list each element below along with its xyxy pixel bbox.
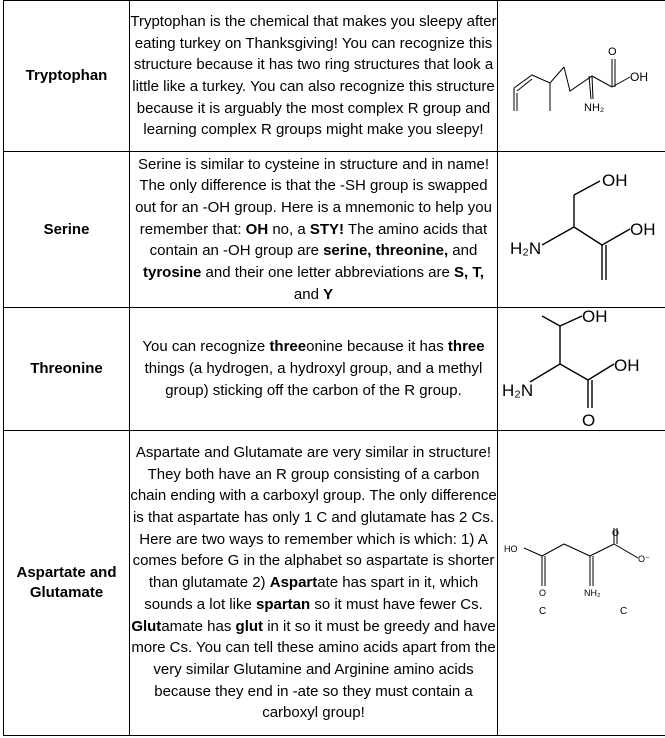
- emphasis-text: serine, threonine,: [323, 242, 449, 260]
- table-row: [4, 308, 665, 431]
- structure-cell: [498, 308, 665, 431]
- description-text: and: [293, 285, 324, 303]
- description-text: Tryptophan is the chemical that makes you sleepy after eating turkey on Thanksgiving! You can recognize this structure because it has two ring structures that look a little like a turkey. You can also recognize this structure because it is arguably the most complex R group and learning complex R groups might make you sleepy!: [130, 12, 497, 139]
- description-text: You can recognize: [142, 338, 270, 356]
- hydroxyl-label: OH: [581, 308, 607, 326]
- description-text: Aspartate and Glutamate are very similar in structure! They both have an R group consisting of a carbon chain ending with a carboxyl group. The only difference is that aspartate has only 1 C and glutamate has 2 Cs. Here are two ways to remember which is which: 1) A comes before G in the alphabet so aspartate is shorter than glutamate 2): [130, 443, 497, 592]
- structure-cell: [498, 1, 665, 152]
- emphasis-text: three: [269, 338, 307, 356]
- table-row: [4, 152, 665, 308]
- description-text: in it so it must be greedy and have more Cs. You can tell these amino acids apart from the very similar Glutamine and Arginine amino acids because they end in -ate so they must contain a carboxyl group!: [131, 617, 496, 722]
- emphasis-text: tyrosine: [142, 264, 202, 282]
- description-text: and: [448, 242, 478, 260]
- oxygen-label: O: [538, 588, 546, 598]
- oxygen-label: O: [611, 528, 619, 538]
- description-text: Serine is similar to cysteine in structure and in name! The only difference is that the -SH group is swapped out for an -OH group. Here is a mnemonic to help you remember that:: [135, 155, 492, 238]
- hydroxyl-label: OH: [601, 170, 627, 190]
- oxygen-label: O: [581, 411, 595, 430]
- aspartate-glutamate-structure: [502, 528, 662, 638]
- description-text: amate has: [161, 617, 236, 635]
- description-text: and their one letter abbreviations are: [201, 264, 454, 282]
- carbon-label: C: [619, 606, 627, 617]
- amino-acid-name: Threonine: [4, 308, 130, 431]
- table-row: [4, 431, 665, 736]
- description-text: things (a hydrogen, a hydroxyl group, and a methyl group) sticking off the carbon of the R group.: [144, 360, 483, 399]
- emphasis-text: OH: [245, 220, 269, 238]
- description-text: onine because it has: [306, 338, 448, 356]
- structure-cell: [498, 152, 665, 308]
- amino-acid-description: [130, 1, 498, 152]
- threonine-structure: [502, 308, 662, 430]
- emphasis-text: S, T,: [454, 264, 485, 282]
- emphasis-text: STY!: [309, 220, 345, 238]
- serine-structure: [502, 155, 662, 305]
- emphasis-text: Aspart: [269, 574, 318, 592]
- hydroxyl-label: OH: [629, 70, 648, 84]
- emphasis-text: glut: [235, 617, 264, 635]
- hydroxyl-label: HO: [503, 544, 517, 554]
- amine-label: H₂N: [501, 381, 533, 400]
- amino-acid-table: [3, 0, 665, 736]
- hydroxyl-label: OH: [613, 356, 639, 375]
- description-text: no, a: [268, 220, 310, 238]
- emphasis-text: three: [447, 338, 485, 356]
- amino-acid-description: [130, 152, 498, 308]
- hydroxyl-label: OH: [629, 219, 655, 239]
- table-row: [4, 1, 665, 152]
- emphasis-text: Glut: [131, 617, 162, 635]
- tryptophan-structure: [502, 31, 662, 121]
- amino-acid-description: [130, 431, 498, 736]
- carbon-label: C: [538, 606, 546, 617]
- amino-acid-description: [130, 308, 498, 431]
- description-text: ate has spart in it, which sounds a lot like: [144, 574, 479, 613]
- amine-label: NH₂: [583, 102, 604, 114]
- amino-acid-name: Aspartate and Glutamate: [4, 431, 130, 736]
- description-text: The amino acids that contain an -OH group are: [149, 220, 488, 260]
- amino-acid-name: Tryptophan: [4, 1, 130, 152]
- amine-label: H₂N: [509, 238, 541, 258]
- emphasis-text: spartan: [255, 595, 311, 613]
- emphasis-text: Y: [323, 285, 334, 303]
- structure-cell: [498, 431, 665, 736]
- description-text: so it must have fewer Cs.: [310, 595, 483, 613]
- amine-label: NH₂: [583, 588, 600, 598]
- carboxylate-label: O⁻: [637, 554, 650, 564]
- amino-acid-name: Serine: [4, 152, 130, 308]
- oxygen-label: O: [607, 46, 617, 58]
